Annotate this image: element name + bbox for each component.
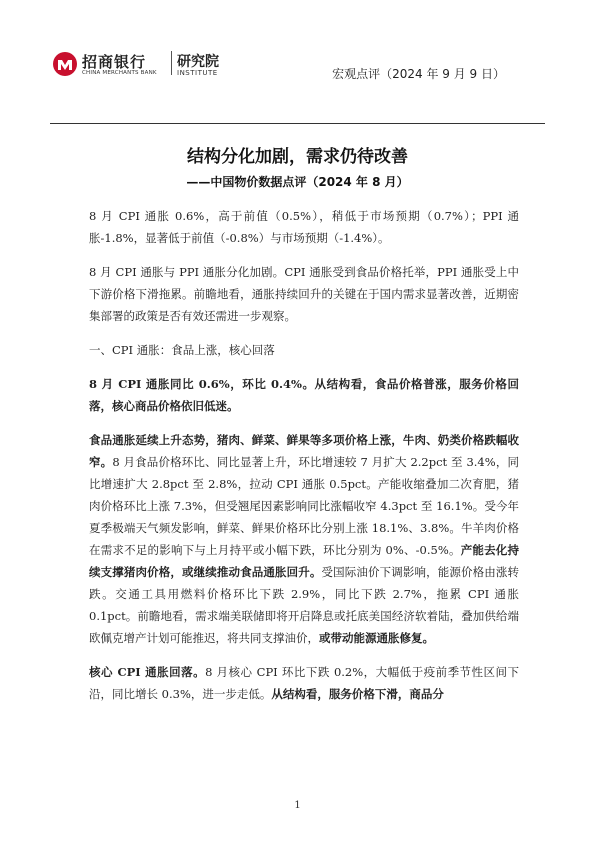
bank-name-en: CHINA MERCHANTS BANK [82,70,157,76]
institute-name-en: INSTITUTE [177,69,218,77]
page-header [50,47,545,87]
page-number: 1 [294,800,301,811]
paragraph-core-cpi [89,661,519,705]
energy-inflation-conclusion: 或带动能源通胀修复。 [319,631,434,645]
paragraph-cpi-overview: 8 月 CPI 通胀同比 0.6%，环比 0.4%。从结构看，食品价格普涨，服务价格回落，核心商品价格依旧低迷。 [89,377,519,413]
energy-price-detail: 受国际油价下调影响，能源价格由涨转跌。交通工具用燃料价格环比下跌 2.9%，同比下跌 2.7%，拖累 CPI 通胀 0.1pct。前瞻地看，需求端美联储即将开启降息或托底美国经济软着陆，叠加供给端欧佩克增产计划可能推迟，将共同支撑油价， [89,565,519,645]
food-inflation-detail: 8 月食品价格环比、同比显著上升，环比增速较 7 月扩大 2.2pct 至 3.4%，同比增速扩大 2.8pct 至 2.8%，拉动 CPI 通胀 0.5pct。产能收缩叠加二次育肥，猪肉价格环比上涨 7.3%，但受翘尾因素影响同比涨幅收窄 4.3pct 至 16.1%。受今年夏季极端天气频发影响，鲜菜、鲜果价格环比分别上涨 18.1%、3.8%。牛羊肉价格在需求不足的影响下与上月持平或小幅下跌，环比分别为 0%、-0.5%。 [89,455,519,557]
pork-price-conclusion: 产能去化持续支撑猪肉价格，或继续推动食品通胀回升。 [89,543,520,579]
paragraph-summary-1: 8 月 CPI 通胀 0.6%，高于前值（0.5%），稍低于市场预期（0.7%）；PPI 通胀-1.8%，显著低于前值（-0.8%）与市场预期（-1.4%）。 [89,209,519,245]
report-subtitle: ——中国物价数据点评（2024 年 8 月） [186,175,409,189]
paragraph-summary-2: 8 月 CPI 通胀与 PPI 通胀分化加剧。CPI 通胀受到食品价格托举，PPI 通胀受上中下游价格下滑拖累。前瞻地看，通胀持续回升的关键在于国内需求显著改善，近期密集部署的政策是否有效还需进一步观察。 [89,265,519,323]
bank-name: 招商银行 [82,53,147,71]
cmb-logo-icon [52,51,78,77]
core-cpi-detail: 8 月核心 CPI 环比下跌 0.2%，大幅低于疫前季节性区间下沿，同比增长 0.3%，进一步走低。 [89,665,520,701]
report-title: 结构分化加剧，需求仍待改善 [187,147,408,167]
report-type-date: 宏观点评（2024 年 9 月 9 日） [332,67,505,81]
institute-name: 研究院 [177,54,219,70]
food-inflation-lead: 食品通胀延续上升态势，猪肉、鲜菜、鲜果等多项价格上涨，牛肉、奶类价格跌幅收窄。 [89,433,519,469]
logo-divider [171,51,172,75]
core-cpi-structure: 从结构看，服务价格下滑，商品分 [271,687,444,701]
section-heading-cpi: 一、CPI 通胀：食品上涨，核心回落 [89,343,275,357]
header-divider [50,123,545,124]
report-body [89,205,519,717]
core-cpi-lead: 核心 CPI 通胀回落。 [89,665,206,679]
paragraph-food-inflation [89,429,519,649]
